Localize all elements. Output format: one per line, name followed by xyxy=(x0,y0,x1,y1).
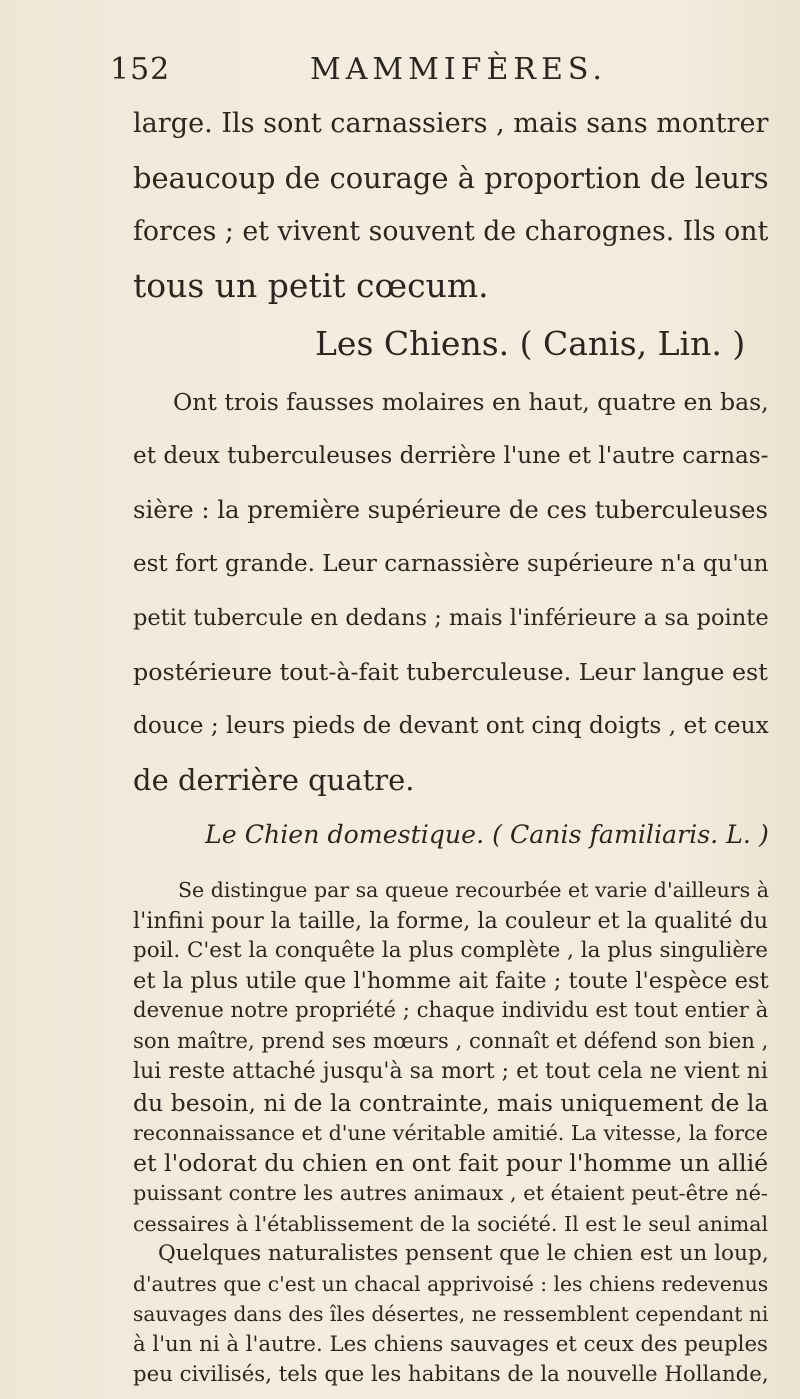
text-line: Ont trois fausses molaires en haut, quatre en bas, xyxy=(173,388,769,416)
text-line: et la plus utile que l'homme ait faite ; toute l'espèce est xyxy=(133,968,769,995)
text-line: est fort grande. Leur carnassière supérieure n'a qu'un xyxy=(133,551,769,577)
text-line: à l'un ni à l'autre. Les chiens sauvages et ceux des peuples xyxy=(133,1332,768,1358)
text-line: sauvages dans des îles désertes, ne ressemblent cependant ni xyxy=(133,1302,769,1327)
text-line: forces ; et vivent souvent de charognes. Ils ont xyxy=(133,216,769,247)
text-line: douce ; leurs pieds de devant ont cinq doigts , et ceux xyxy=(133,712,769,739)
page-number: 152 xyxy=(110,52,171,87)
text-line: peu civilisés, tels que les habitans de la nouvelle Hollande, xyxy=(133,1362,769,1387)
text-line: poil. C'est la conquête la plus complète , la plus singulière xyxy=(133,937,768,963)
text-line: son maître, prend ses mœurs , connaît et défend son bien , xyxy=(133,1028,769,1054)
text-line: petit tubercule en dedans ; mais l'inférieure a sa pointe xyxy=(133,605,769,631)
text-line: Se distingue par sa queue recourbée et varie d'ailleurs à xyxy=(178,878,769,902)
text-line: cessaires à l'établissement de la société. Il est le seul animal xyxy=(133,1211,769,1236)
subsection-heading: Le Chien domestique. ( Canis familiaris. L. ) xyxy=(205,820,769,849)
running-head xyxy=(110,50,710,90)
text-line: et deux tuberculeuses derrière l'une et l'autre carnas- xyxy=(133,443,769,469)
text-line: postérieure tout-à-fait tuberculeuse. Leur langue est xyxy=(133,658,768,686)
text-line: sière : la première supérieure de ces tuberculeuses xyxy=(133,495,769,524)
text-line: beaucoup de courage à proportion de leurs xyxy=(133,161,769,195)
text-line: lui reste attaché jusqu'à sa mort ; et tout cela ne vient ni xyxy=(133,1058,768,1084)
text-line: tous un petit cœcum. xyxy=(133,266,489,305)
text-line: d'autres que c'est un chacal apprivoisé : les chiens redevenus xyxy=(133,1272,769,1297)
text-line: et l'odorat du chien en ont fait pour l'homme un allié xyxy=(133,1149,769,1178)
text-line: l'infini pour la taille, la forme, la couleur et la qualité du xyxy=(133,907,769,934)
text-line: large. Ils sont carnassiers , mais sans montrer xyxy=(133,108,769,139)
text-line: puissant contre les autres animaux , et étaient peut-être né- xyxy=(133,1181,768,1206)
running-title: MAMMIFÈRES. xyxy=(310,52,607,87)
section-heading: Les Chiens. ( Canis, Lin. ) xyxy=(315,324,746,363)
text-line: Quelques naturalistes pensent que le chien est un loup, xyxy=(158,1240,769,1266)
text-line: reconnaissance et d'une véritable amitié. La vitesse, la force xyxy=(133,1120,768,1145)
text-line: devenue notre propriété ; chaque individu est tout entier à xyxy=(133,998,769,1024)
text-line: de derrière quatre. xyxy=(133,763,415,797)
text-line: du besoin, ni de la contrainte, mais uniquement de la xyxy=(133,1088,769,1117)
